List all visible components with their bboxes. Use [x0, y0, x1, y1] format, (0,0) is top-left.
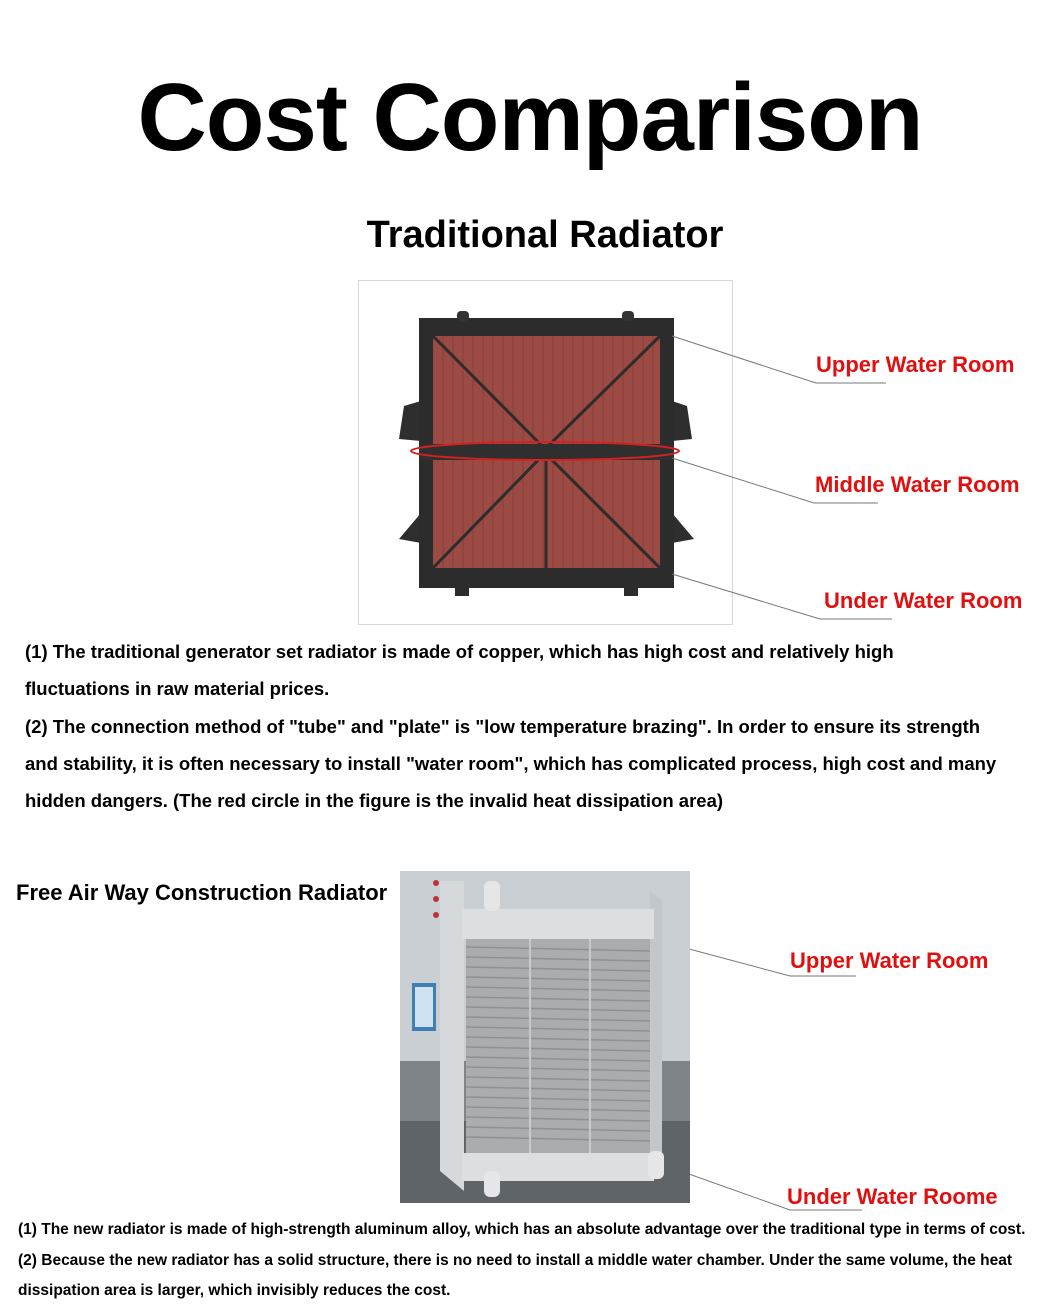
- paragraph-line: fluctuations in raw material prices.: [25, 678, 330, 699]
- label-under-water-room-2: Under Water Roome: [787, 1184, 998, 1209]
- section-heading-free-air-way: Free Air Way Construction Radiator: [16, 880, 388, 905]
- paragraph-line: (2) The connection method of "tube" and "plate" is "low temperature brazing". In order to ensure its strength: [25, 716, 981, 737]
- label-upper-water-room-2: Upper Water Room: [790, 948, 989, 973]
- aluminum-radiator-photo: [400, 871, 690, 1203]
- label-under-water-room: Under Water Room: [824, 588, 1023, 613]
- label-upper-water-room: Upper Water Room: [816, 352, 1015, 377]
- paragraph-line: (1) The traditional generator set radiator is made of copper, which has high cost and relatively high: [25, 641, 894, 662]
- paragraph-line: hidden dangers. (The red circle in the figure is the invalid heat dissipation area): [25, 790, 724, 811]
- section-heading-traditional: Traditional Radiator: [366, 214, 724, 256]
- label-middle-water-room: Middle Water Room: [815, 472, 1020, 497]
- paragraph-line: dissipation area is larger, which invisibly reduces the cost.: [18, 1282, 451, 1299]
- paragraph-line: (2) Because the new radiator has a solid structure, there is no need to install a middle water chamber. Under the same volume, the heat: [18, 1252, 1013, 1269]
- paragraph-line: and stability, it is often necessary to install "water room", which has complicated process, high cost and many: [25, 753, 997, 774]
- paragraph-line: (1) The new radiator is made of high-strength aluminum alloy, which has an absolute advantage over the traditional type in terms of cost.: [18, 1221, 1026, 1238]
- page-title: Cost Comparison: [137, 64, 923, 171]
